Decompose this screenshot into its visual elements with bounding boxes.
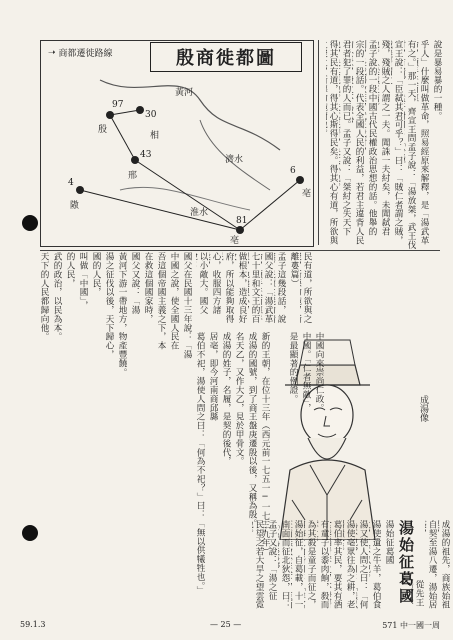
text-column-29: 居亳，即今河南商邱縣 [208, 332, 218, 421]
text-column-30: 葛伯不祀，湯使人問之曰：「何為不祀？」曰：「無以供犧牲也。」 [195, 332, 205, 595]
city-xing-name: 邢 [128, 171, 138, 181]
text-column-50: 天下的人民都歸向他。 [39, 252, 49, 341]
text-column-4: 宣王說：「臣弑其君可乎？」曰：「賊仁者謂之賊， [393, 40, 403, 245]
text-column-26: 成湯的國號，到了商王盤庚遷殷以後，又稱為殷。 [247, 332, 257, 528]
text-column-42: 自契至湯八遷，湯始居 [427, 520, 437, 609]
page-footer [20, 620, 440, 634]
text-column-33: 湯使亳眾往為之耕，老 [345, 520, 355, 609]
text-column-3: 有之。」那一天，齊宣王問孟子說：「湯放桀，武王伐 [406, 40, 416, 250]
city-bo-south-num: 81 [236, 216, 248, 226]
text-column-35: 有童子以黍肉餉，殺而 [319, 520, 329, 609]
text-column-24: 湯始征葛國 [384, 520, 394, 565]
city-yin-name: 殷 [98, 125, 108, 135]
text-column-13: 國父說：「湯武革 [263, 252, 273, 324]
text-column-5: 殘，殘賊之人謂之一夫。聞誅一夫紂矣，未聞弑君 [380, 40, 390, 236]
text-column-51: 中國向來崇尚仁政。 [314, 332, 324, 413]
text-column-27: 名天乙，又作大乙，見於甲骨文。 [234, 332, 244, 466]
map-legend-label: 商都遷徙路線 [58, 49, 113, 59]
river-ji-label: 濟水 [225, 155, 244, 165]
text-column-41: 成湯的祖先，商族始祖 [440, 520, 450, 609]
text-column-16: 府，所以能夠取得 [224, 252, 234, 324]
section-heading: 湯始征葛國 [397, 520, 415, 605]
text-column-7: 宗的一段話。代表全國人民的利益，若君主違背人民 [354, 40, 364, 245]
text-column-43: 從先王 [414, 580, 424, 607]
binding-hole-bottom [22, 525, 38, 541]
text-column-45: 湯之征伐以後，天下歸心， [104, 252, 114, 359]
column-rule-top [318, 40, 319, 245]
text-column-15: 做根本，造成良好 [237, 252, 247, 324]
text-column-47: 叫做「中國」， [78, 252, 88, 310]
text-column-37: 湯始征，自葛載，十一 [293, 520, 303, 609]
river-huang-label: 黃河 [175, 88, 194, 98]
page-number: — 25 — [210, 620, 242, 629]
map-title: 殷商徙都圖 [150, 42, 302, 72]
footer-issue: 571 中一國一周 [382, 621, 440, 630]
text-column-36: 為其殺是童子而征之， [306, 520, 316, 609]
section-rule-middle [40, 250, 440, 251]
text-column-52: 中國。「仁者無敵」， [301, 332, 311, 413]
text-column-49: 武的政治，以民為本。 [52, 252, 62, 341]
text-column-14: 七十里和文王的百 [250, 252, 260, 324]
city-xiang-num: 30 [145, 110, 157, 120]
text-column-53: 是最顯著的例證。 [288, 332, 298, 404]
text-column-20: 中國之說，使全國人民在 [169, 252, 179, 350]
legend-arrow-icon: ➝ [48, 47, 56, 58]
text-column-10: 民有道，所欲與之 [302, 252, 312, 324]
text-column-25: 新的王朝，在位十三年（西元前一七五一─一七三九年） [260, 332, 270, 556]
text-column-9: 得其民有道，得其心斯得民矣。得其心有道，所欲與 [328, 40, 338, 245]
text-column-1: 說是暴易暴的一種。 [432, 40, 442, 121]
text-column-17: 心，收服四方諸 [211, 252, 221, 315]
text-column-40: 民望之若大旱之望雲霓 [254, 520, 264, 609]
city-bo-east-name: 亳 [302, 189, 312, 199]
text-column-39: 孟子又說：「湯之征 [267, 520, 277, 601]
text-column-22: 在救這個國家時， [143, 252, 153, 324]
city-bo-east-num: 6 [290, 166, 296, 176]
text-column-21: 吾這個帝國主義之下，本 [156, 252, 166, 350]
text-column-11: 離婁篇） [289, 252, 299, 288]
city-ao-num: 4 [68, 178, 74, 188]
text-column-8: 君者犯了罪的人而已。孟子又說：「桀紂之失天下 [341, 40, 351, 236]
text-column-38: 南面而征北狄怨，曰： [280, 520, 290, 609]
text-column-44: 黃河下游一帶地方，物產豐饒。 [117, 252, 127, 377]
city-xiang-name: 相 [150, 131, 160, 141]
city-bo-south-name: 亳 [230, 236, 240, 246]
city-yin-num: 97 [112, 100, 124, 110]
text-column-48: 的人民， [65, 252, 75, 288]
map-city-labels [40, 40, 312, 245]
text-column-34: 葛伯率其民，要其有酒 [332, 520, 342, 609]
text-column-18: 以小敵大。國父 [198, 252, 208, 315]
text-column-2: 乎人」什麼叫做革命，照易經原來解釋，是「湯武革 [419, 40, 429, 245]
text-column-28: 成湯的姓子，名履，是契的後代， [221, 332, 231, 466]
city-xing-num: 43 [140, 150, 152, 160]
text-column-19: 國父在民國十三年說：「湯 [182, 252, 192, 359]
text-column-31: 湯使遺之牛羊，葛伯食 [371, 520, 381, 609]
text-column-6: 孟子說的一段中國古代民權政治思想的話。他舉的 [367, 40, 377, 236]
river-huai-label: 淮水 [190, 208, 209, 218]
footer-date: 59.1.3 [20, 620, 46, 629]
text-column-32: 湯又使人問之曰：「何 [358, 520, 368, 609]
text-column-23: 國父又說：「湯 [130, 252, 140, 315]
text-column-46: 國的人民， [91, 252, 101, 297]
text-column-12: 孟子這幾段話，說 [276, 252, 286, 324]
binding-hole-top [22, 215, 38, 231]
city-ao-name: 隞 [70, 201, 80, 211]
portrait-caption: 成湯像 [418, 395, 428, 422]
